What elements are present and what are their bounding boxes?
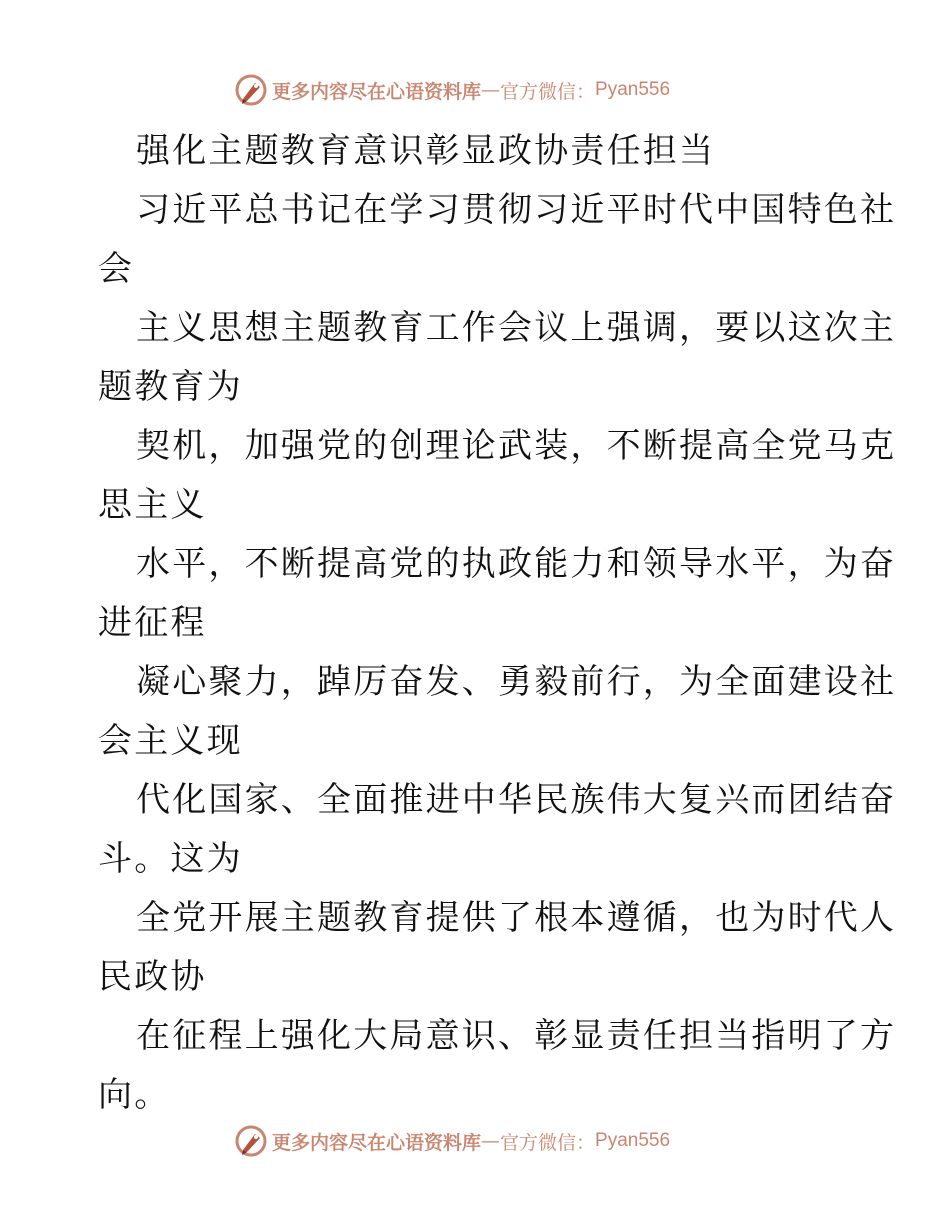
text-line: 凝心聚力，踔厉奋发、勇毅前行，为全面建设社 — [136, 662, 897, 702]
watermark-separator: — — [481, 1130, 501, 1152]
watermark-official: 官方微信： — [500, 80, 596, 103]
text-line: 民政协 — [98, 957, 207, 997]
watermark-separator: — — [481, 79, 501, 101]
text-line: 水平，不断提高党的执政能力和领导水平，为奋 — [136, 544, 897, 584]
watermark-official: 官方微信： — [500, 1131, 596, 1154]
text-line: 代化国家、全面推进中华民族伟大复兴而团结奋 — [136, 780, 897, 820]
text-line: 主义思想主题教育工作会议上强调，要以这次主 — [136, 308, 897, 348]
text-line: 进征程 — [98, 603, 207, 643]
watermark-brand: 更多内容尽在心语资料库 — [272, 80, 482, 103]
text-line: 契机，加强党的创理论武装，不断提高全党马克 — [136, 426, 897, 466]
text-line: 思主义 — [98, 485, 207, 525]
text-line: 题教育为 — [98, 367, 243, 407]
text-line: 在征程上强化大局意识、彰显责任担当指明了方 — [136, 1016, 897, 1056]
text-line: 斗。这为 — [98, 839, 243, 879]
document-body — [98, 122, 897, 1125]
document-title: 强化主题教育意识彰显政协责任担当 — [136, 131, 716, 171]
watermark-brand: 更多内容尽在心语资料库 — [272, 1131, 482, 1154]
watermark-wechat-id: Pyan556 — [595, 1130, 671, 1151]
header-watermark — [234, 72, 754, 108]
text-line: 会主义现 — [98, 721, 243, 761]
text-line: 习近平总书记在学习贯彻习近平时代中国特色社 — [136, 190, 897, 230]
footer-watermark — [234, 1123, 754, 1159]
pen-nib-circle-icon — [234, 1124, 268, 1158]
text-line: 会 — [98, 249, 135, 289]
text-line: 全党开展主题教育提供了根本遵循，也为时代人 — [136, 898, 897, 938]
watermark-wechat-id: Pyan556 — [595, 79, 671, 100]
text-line: 向。 — [98, 1075, 171, 1115]
pen-nib-circle-icon — [234, 73, 268, 107]
paragraph-lines — [98, 181, 897, 1125]
